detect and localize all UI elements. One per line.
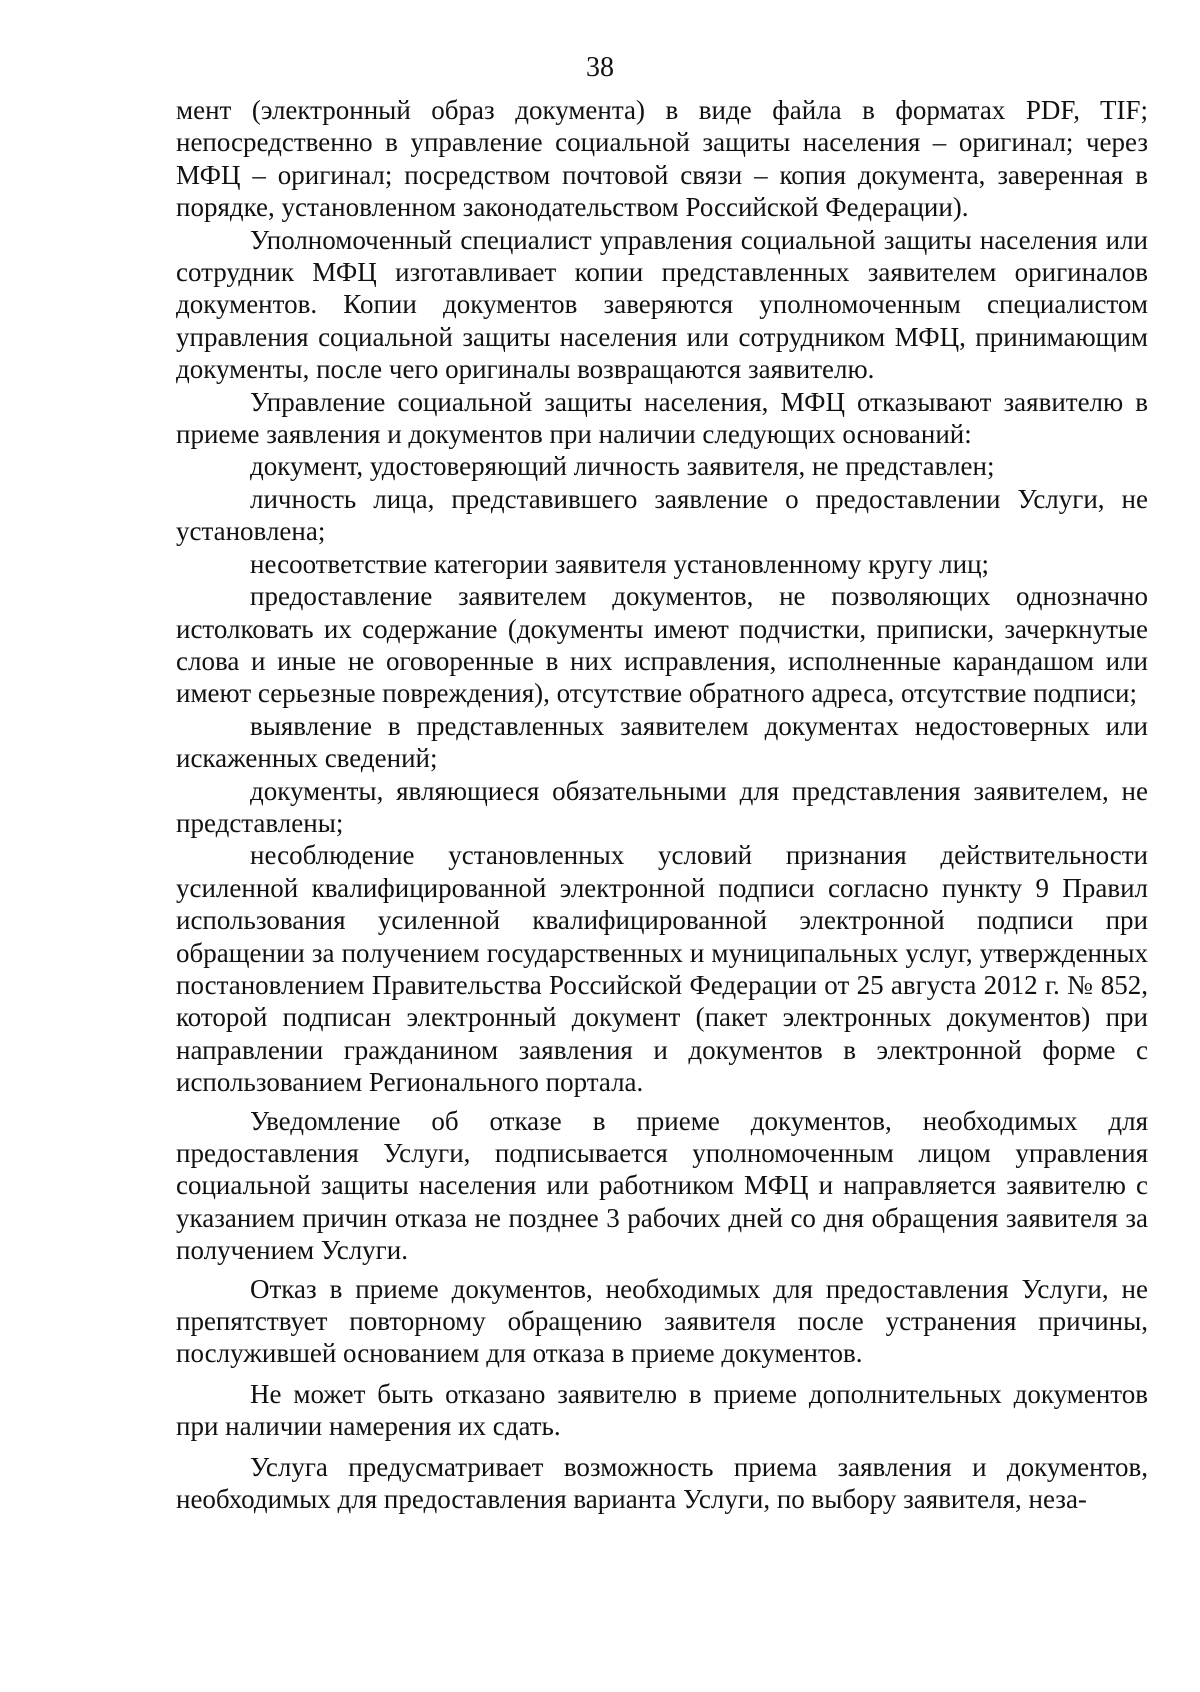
paragraph-continuation: мент (электронный образ документа) в виде файла в форматах PDF, TIF; непосредственно в управление социальной защиты населения – оригинал; через МФЦ – оригинал; посредством почтовой связи – копия документа, заверенная в порядке, установленном законодательством Российской Федерации).	[176, 95, 1148, 223]
list-item-false-information: выявление в представленных заявителем документах недостоверных или искаженных сведений;	[176, 710, 1148, 774]
paragraph-additional-documents: Не может быть отказано заявителю в приеме дополнительных документов при наличии намерения их сдать.	[176, 1378, 1148, 1442]
list-item-category-mismatch: несоответствие категории заявителя установленному кругу лиц;	[250, 548, 990, 579]
list-item-identity-not-established: личность лица, представившего заявление о предоставлении Услуги, не установлена;	[176, 483, 1148, 547]
paragraph-application-choice: Услуга предусматривает возможность приема заявления и документов, необходимых для предоставления варианта Услуги, по выбору заявителя, неза-	[176, 1451, 1148, 1515]
paragraph-copies-certification: Уполномоченный специалист управления социальной защиты населения или сотрудник МФЦ изготавливает копии представленных заявителем оригиналов документов. Копии документов заверяются уполномоченным специалистом управления социальной защиты населения или сотрудником МФЦ, принимающим документы, после чего оригиналы возвращаются заявителю.	[176, 224, 1148, 385]
list-item-signature-invalid: несоблюдение установленных условий признания действительности усиленной квалифицированной электронной подписи согласно пункту 9 Правил использования усиленной квалифицированной электронной подписи при обращении за получением государственных и муниципальных услуг, утвержденных постановлением Правительства Российской Федерации от 25 августа 2012 г. № 852, которой подписан электронный документ (пакет электронных документов) при направлении гражданином заявления и документов в электронной форме с использованием Регионального портала.	[176, 840, 1148, 1098]
page-number: 38	[586, 52, 614, 83]
document-body	[176, 94, 1148, 1515]
list-item-missing-documents: документы, являющиеся обязательными для представления заявителем, не представлены;	[176, 775, 1148, 838]
list-item-ambiguous-documents: предоставление заявителем документов, не позволяющих однозначно истолковать их содержание (документы имеют подчистки, приписки, зачеркнутые слова и иные не оговоренные в них исправления, исполненные карандашом или имеют серьезные повреждения), отсутствие обратного адреса, отсутствие подписи;	[176, 581, 1148, 709]
paragraph-refusal-grounds-intro: Управление социальной защиты населения, МФЦ отказывают заявителю в приеме заявления и документов при наличии следующих оснований:	[176, 386, 1148, 450]
paragraph-repeat-application: Отказ в приеме документов, необходимых для предоставления Услуги, не препятствует повторному обращению заявителя после устранения причины, послужившей основанием для отказа в приеме документов.	[176, 1273, 1148, 1369]
list-item-identity-document: документ, удостоверяющий личность заявителя, не представлен;	[250, 451, 995, 482]
paragraph-refusal-notice: Уведомление об отказе в приеме документов, необходимых для предоставления Услуги, подписывается уполномоченным лицом управления социальной защиты населения или работником МФЦ и направляется заявителю с указанием причин отказа не позднее 3 рабочих дней со дня обращения заявителя за получением Услуги.	[176, 1105, 1148, 1266]
